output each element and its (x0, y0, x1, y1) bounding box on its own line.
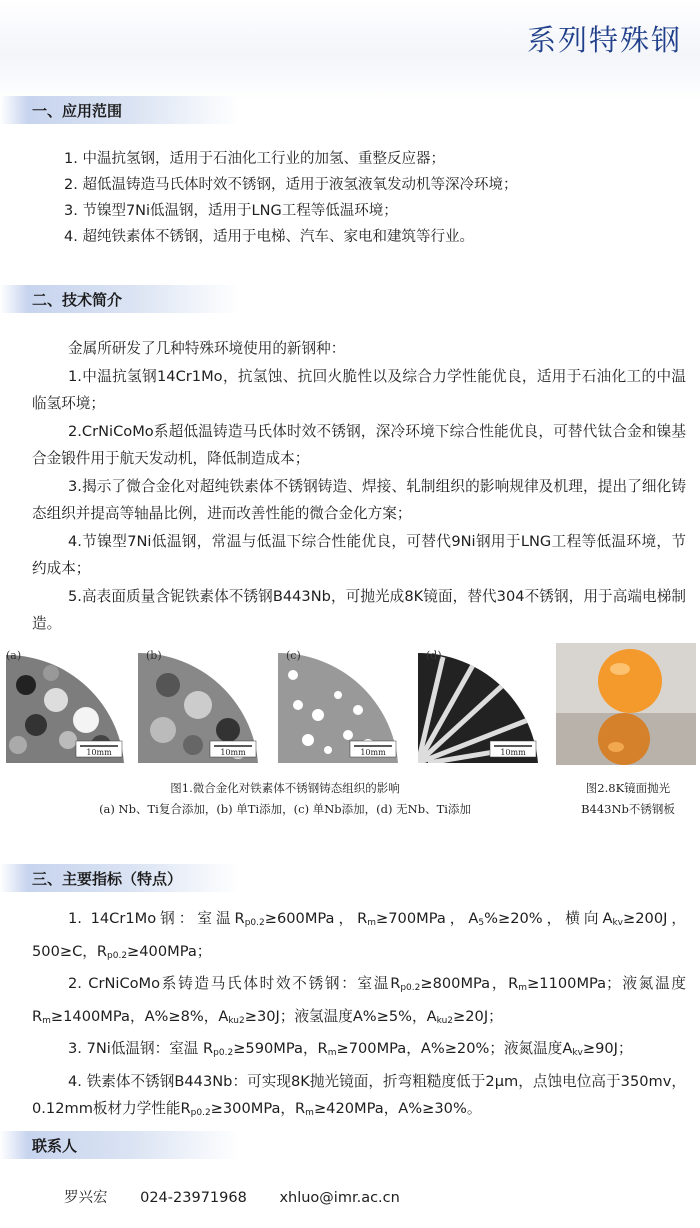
list-item: 1. 中温抗氢钢，适用于石油化工行业的加氢、重整反应器； (64, 151, 445, 167)
scale-label: 10mm (500, 748, 526, 757)
contact-email[interactable]: xhluo@imr.ac.cn (279, 1190, 400, 1206)
spec-item-7ni: 3. 7Ni低温钢：室温 $R_{p0.2}\ge 590MPa$，$R_m\ge 700MPa$，A%≥20%；液氮温度$A_{kv}\ge 90J$； (68, 1040, 633, 1058)
microstructure-image-c (278, 645, 410, 763)
list-item: 4. 超纯铁素体不锈钢，适用于电梯、汽车、家电和建筑等行业。 (64, 229, 474, 245)
spec-item-b443nb: 4. 铁素体不锈钢B443Nb：可实现8K抛光镜面，折弯粗糙度低于2μm，点蚀电位高于350mv，0.12mm板材力学性能$R_{p0.2}\ge 300MPa$，$R_m\ge 420MPa$，A%≥30%。 (32, 1072, 686, 1118)
section-heading-label: 三、主要指标（特点） (32, 870, 183, 888)
contact-name: 罗兴宏 (64, 1190, 108, 1206)
list-item: 3. 节镍型7Ni低温钢，适用于LNG工程等低温环境； (64, 203, 398, 219)
section-heading-specs (0, 864, 250, 892)
figure-tag-d: (d) (426, 649, 442, 662)
microstructure-image-d (418, 645, 546, 763)
contact-line (64, 1186, 428, 1207)
contact-phone: 024-23971968 (140, 1190, 247, 1206)
paragraph: 5.高表面质量含铌铁素体不锈钢B443Nb，可抛光成8K镜面，替代304不锈钢，用于高端电梯制造。 (32, 587, 686, 632)
paragraph: 1.中温抗氢钢14Cr1Mo，抗氢蚀、抗回火脆性以及综合力学性能优良，适用于石油化工的中温临氢环境； (32, 367, 686, 412)
paragraph: 4.节镍型7Ni低温钢，常温与低温下综合性能优良，可替代9Ni钢用于LNG工程等低温环境，节约成本； (32, 532, 686, 577)
spec-item-crnicomo: 2. CrNiCoMo系铸造马氏体时效不锈钢：室温$R_{p0.2}\ge 800MPa$，$R_m\ge 1100MPa$；液氮温度$R_m\ge 1400MPa$，A%≥8%，$A_{ku2}\ge 30J$；液氢温度A%≥5%，$A_{ku2}\ge 20J$； (32, 975, 686, 1026)
section-heading-label: 一、应用范围 (32, 102, 123, 120)
scale-label: 10mm (360, 748, 386, 757)
paragraph: 金属所研发了几种特殊环境使用的新钢种： (68, 340, 346, 357)
figure2-caption-detail: B443Nb不锈钢板 (581, 802, 675, 816)
paragraph: 2.CrNiCoMo系超低温铸造马氏体时效不锈钢，深冷环境下综合性能优良，可替代钛合金和镍基合金锻件用于航天发动机，降低制造成本； (32, 422, 686, 467)
section-heading-label: 联系人 (32, 1137, 78, 1155)
tech-intro (32, 335, 686, 638)
specs-list (32, 905, 686, 1128)
scale-label: 10mm (220, 748, 246, 757)
mirror-polish-photo (556, 643, 696, 765)
figure2-caption-title: 图2.8K镜面抛光 (585, 781, 671, 795)
section-heading-tech (0, 285, 250, 313)
figure-tag-a: (a) (6, 649, 22, 662)
figure1-caption-detail: (a) Nb、Ti复合添加，(b) 单Ti添加，(c) 单Nb添加，(d) 无Nb、Ti添加 (99, 802, 471, 816)
figure-tag-b: (b) (146, 649, 162, 662)
scale-label: 10mm (86, 748, 112, 757)
microstructure-image-a (6, 645, 134, 763)
section-heading-label: 二、技术简介 (32, 291, 123, 309)
microstructure-image-b (138, 645, 270, 763)
spec-item-14cr1mo: 1. 14Cr1Mo钢：室温$R_{p0.2}\ge 600MPa$，$R_m\ge 700MPa$，$A_5\%\ge 20\%$，横向$A_{kv}\ge 200J$，500≥C，$R_{p0.2}\ge 400MPa$； (32, 910, 687, 961)
paragraph: 3.揭示了微合金化对超纯铁素体不锈钢铸造、焊接、轧制组织的影响规律及机理，提出了细化铸态组织并提高等轴晶比例，进而改善性能的微合金化方案； (32, 477, 686, 522)
section-heading-application (0, 96, 250, 124)
section-heading-contact (0, 1131, 250, 1159)
figure-tag-c: (c) (286, 649, 301, 662)
list-item: 2. 超低温铸造马氏体时效不锈钢，适用于液氢液氧发动机等深冷环境； (64, 177, 518, 193)
figure1-caption-title: 图1.微合金化对铁素体不锈钢铸态组织的影响 (170, 781, 400, 795)
page-title: 系列特殊钢 (526, 23, 682, 57)
